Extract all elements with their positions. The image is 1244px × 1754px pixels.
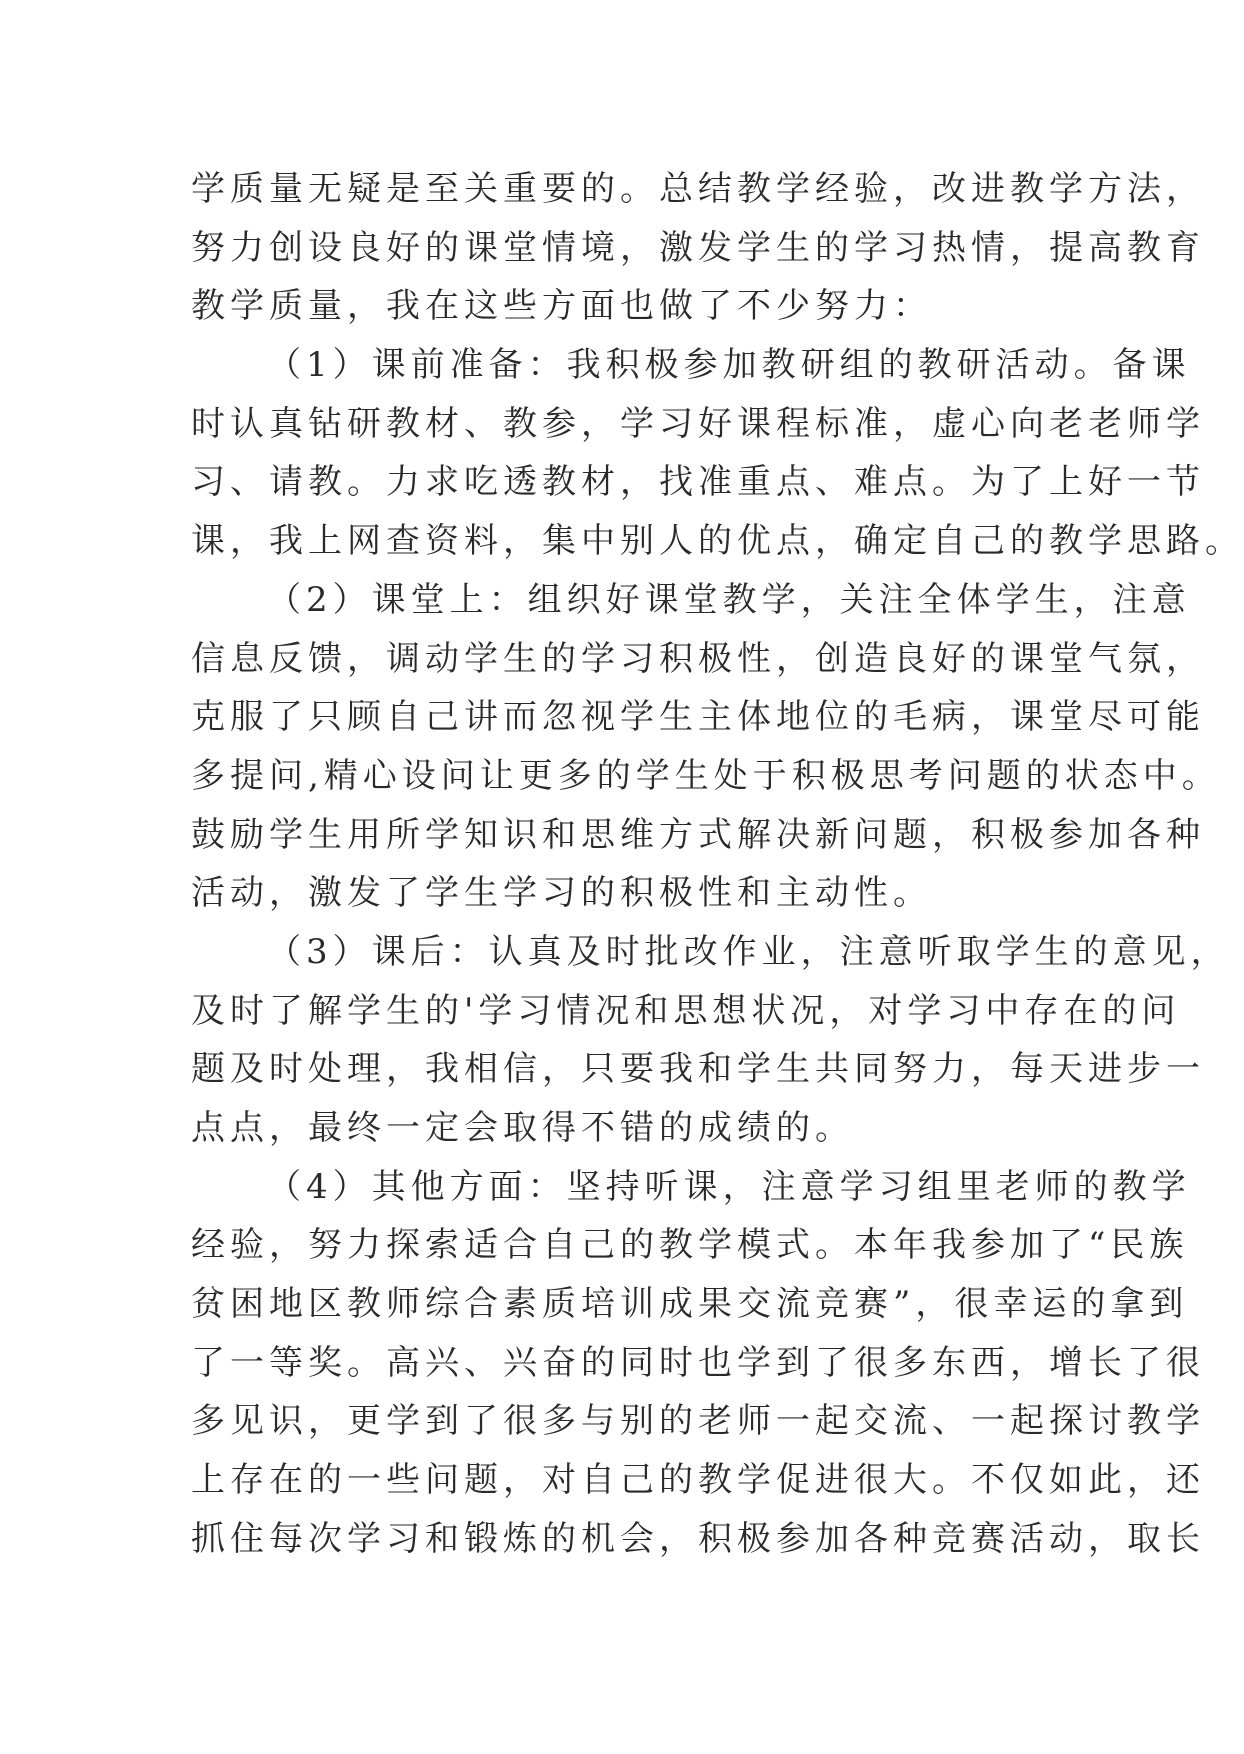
text-line: 鼓励学生用所学知识和思维方式解决新问题，积极参加各种 <box>191 814 1205 855</box>
paragraph-2-heading-line: （2）课堂上：组织好课堂教学，关注全体学生，注意 <box>267 579 1191 620</box>
text-line: 教学质量，我在这些方面也做了不少努力： <box>191 286 932 327</box>
text-line: 经验，努力探索适合自己的教学模式。本年我参加了“民族 <box>191 1225 1189 1266</box>
text-line: 抓住每次学习和锻炼的机会，积极参加各种竞赛活动，取长 <box>191 1518 1205 1559</box>
text-line: 了一等奖。高兴、兴奋的同时也学到了很多东西，增长了很 <box>191 1342 1205 1383</box>
text-line: 及时了解学生的'学习情况和思想状况，对学习中存在的问 <box>191 990 1181 1031</box>
text-line: 信息反馈，调动学生的学习积极性，创造良好的课堂气氛， <box>191 638 1205 679</box>
text-line: 题及时处理，我相信，只要我和学生共同努力，每天进步一 <box>191 1049 1205 1090</box>
text-line: 贫困地区教师综合素质培训成果交流竞赛”，很幸运的拿到 <box>191 1284 1189 1325</box>
text-line: 努力创设良好的课堂情境，激发学生的学习热情，提高教育 <box>191 227 1205 268</box>
text-line: 多见识，更学到了很多与别的老师一起交流、一起探讨教学 <box>191 1401 1205 1442</box>
text-line: 学质量无疑是至关重要的。总结教学经验，改进教学方法， <box>191 169 1205 209</box>
text-line: 点点，最终一定会取得不错的成绩的。 <box>191 1108 854 1148</box>
paragraph-3-heading-line: （3）课后：认真及时批改作业，注意听取学生的意见， <box>267 931 1230 972</box>
document-body <box>191 160 1244 1569</box>
text-line: 上存在的一些问题，对自己的教学促进很大。不仅如此，还 <box>191 1460 1205 1501</box>
paragraph-1-heading-line: （1）课前准备：我积极参加教研组的教研活动。备课 <box>267 345 1191 386</box>
paragraph-4-heading-line: （4）其他方面：坚持听课，注意学习组里老师的教学 <box>267 1166 1191 1207</box>
text-line: 时认真钻研教材、教参，学习好课程标准，虚心向老老师学 <box>191 403 1205 444</box>
text-line: 活动，激发了学生学习的积极性和主动性。 <box>191 873 932 914</box>
text-line: 克服了只顾自己讲而忽视学生主体地位的毛病，课堂尽可能 <box>191 697 1205 738</box>
text-line: 多提问,精心设问让更多的学生处于积极思考问题的状态中。 <box>191 755 1221 796</box>
text-line: 课，我上网查资料，集中别人的优点，确定自己的教学思路。 <box>191 521 1244 562</box>
text-line: 习、请教。力求吃透教材，找准重点、难点。为了上好一节 <box>191 462 1205 503</box>
